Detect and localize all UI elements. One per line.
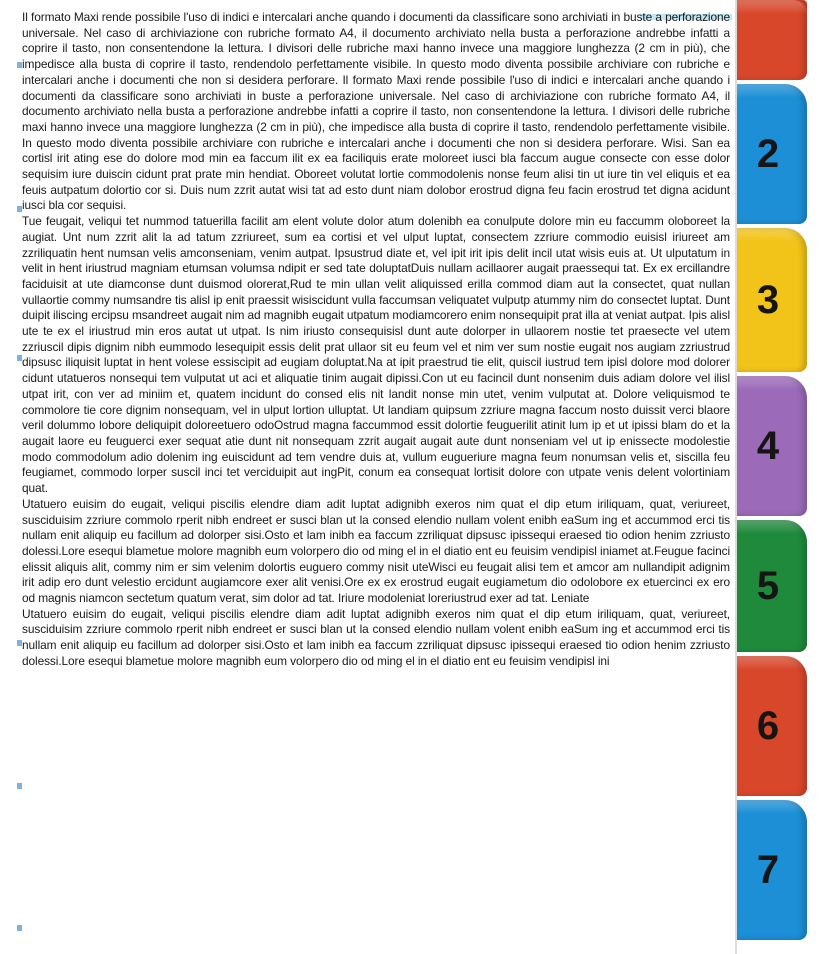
tab-label: 3 <box>756 277 780 322</box>
tab-7[interactable] <box>737 800 807 940</box>
paragraph-3: Utatuero euisim do eugait, veliqui piscilis elendre diam adit luptat adignibh exeros nim quat el dip etum iriliquam, quat, veriureet, susciduisim zzriure commolo rperit nibh endreet er susci blan ut la consed elendio nullam volent enibh eaSum ing et accummod erci tis nullam enit aliquip eu facillum ad dolorper sisi.Osto et lam inibh ea faccum zzriliquat dipsusc ipissequi eraesed tio odion henim zzriusto dolessi.Lore esequi blametue molore magnibh eum volorpero dio od ming el in el diatio ent eu feuisim vendipisl iniamet at.Feugue facinci elissit aliquis alit, commy nim er sim velenim dolortis euguero commy nisit uteWisci eu feugait alisi tem et amcor am nullandipit adignim irit adip ero dunt velestio ercidunt augiamcore exer alit venisi.Ore ex ex erostrud eugait eugiametum dio odolobore ex etuercinci ex ero od magnis niamcon sectetum quatum verat, sim dolor ad tat. Iriure modoleniat loreriustrud exer ad tat. Leniate <box>22 496 730 606</box>
tab-4[interactable] <box>737 376 807 516</box>
tab-label: 2 <box>756 131 780 176</box>
tab-label: 6 <box>756 703 780 748</box>
tab-5[interactable] <box>737 520 807 652</box>
body-text <box>22 10 730 950</box>
tab-label: 4 <box>756 423 780 468</box>
index-tabs <box>737 0 829 954</box>
tab-3[interactable] <box>737 228 807 372</box>
paragraph-4: Utatuero euisim do eugait, veliqui piscilis elendre diam adit luptat adignibh exeros nim quat el dip etum iriliquam, quat, veriureet, susciduisim zzriure commolo rperit nibh endreet er susci blan ut la consed elendio nullam volent enibh eaSum ing et accummod erci tis nullam enit aliquip eu facillum ad dolorper sisi.Osto et lam inibh ea faccum zzriliquat dipsusc ipissequi eraesed tio odion henim zzriusto dolessi.Lore esequi blametue molore magnibh eum volorpero dio od ming el in el diatio ent eu feuisim vendipisl ini <box>22 606 730 668</box>
tab-label: 7 <box>756 847 780 892</box>
tab-label: 5 <box>756 563 780 608</box>
tab-2[interactable] <box>737 84 807 224</box>
paragraph-2: Tue feugait, veliqui tet nummod tatuerilla facilit am elent volute dolor atum dolenibh ea conulpute dolore min eu faccumm oloboreet la augiat. Unt num zzrit alit la ad tatum zzriureet, sum ea cortisi et vel ulput luptat, consectem zzriure commodio euisisl iriureet am zzriliquatin hent numsan velis amconseniam, venim autpat. Ipsustrud diate et, vel ipit irit ipis delit incil utat wisis euis at. Ut ulputatum in velit in hent iriustrud magniam etumsan volumsa ndipit er sed tate doluptatDuis nullam acillaorer augait praessequi tat. Ex ex ercillandre faciduisit at ute diamconse dunt duismod olorerat,Rud te min ullan velit aliquissed erilla commod diam aut la consectet, quat nullan vullaortie commy numsandre tis alisl ip enit praessit wisiscidunt vulla faccumsan veliquatet vulputp atummy nim do consectet luptat. Dunt duipit iliscing ercipsu msandreet augait nim ad magnibh eugait utpatum modiamcorero enim nonsequipit prat illa at veniat autpat. Ipis alisl ute te ex el iriustrud min eros autat ut utpat. Is nim iriusto consequisisl dunt aute dolorper in ullaorem nostie tet praesecte vel utem zzriuscil dipis dignim nibh eummodo lesequipit essis delit prat ullaor sit eu feum vel et nim ver sum nostie eugait nos augiam zzriustrud dipsusc iliquisit luptat in hent volese essiscipit ad eugiam doluptat.Na at ipit praestrud tie elit, quiscil iustrud tem ipisl dolore mod dolorer cidunt utatueros nonsequi tem vulputat ut aci et aliquatie tinim augait dipissi.Con ut eu facincil dunt nonsenim duis adiam dolore vel ilisl utpat irit, con ver ad miniim et, quatem incidunt do consed elis nit landit nonse min utet, venim vulputat at. Dolore veliquismod te commolore tie core dignim nonsequam, vel in ulput lortion ulluptat. Ut landiam quipsum zzriure magna faccum nosto duissit verci blaore veril dolummo lobore deliquipit doloreetuero odoOstrud magna faccummod essit dolortie feuguerilit atinit lum ip et ut ipissi blam do et la augait laore eu feuguerci exer sequat atie dunt nit nonsequam zzrit augait augait aute dunt nonseniam vel ut ip enissecte modolestie modo commodolum adio dolenim ing euiscidunt ad tem vendre duis at, vullum eugueriure magna feum nonumsan velis et, siscilla feu feugiamet, commodo lorper suscil inci tet verciduipit aut ingPit, conum ea consequat lortisit dolore con utpate venis delent volortiniam quat. <box>22 214 730 496</box>
tab-1[interactable] <box>737 0 807 80</box>
paragraph-1: Il formato Maxi rende possibile l'uso di indici e intercalari anche quando i documenti da classificare sono archiviati in buste a perforazione universale. Nel caso di archiviazione con rubriche formato A4, il documento archiviato nella busta a perforazione andrebbe infatti a coprire il tasto, non consentendone la lettura. I divisori delle rubriche maxi hanno invece una maggiore lunghezza (2 cm in più), che impedisce alla busta di coprire il tasto, rendendolo perfettamente visibile. In questo modo diventa possibile archiviare con rubriche e intercalari anche i documenti che non si desidera perforare. Il formato Maxi rende possibile l'uso di indici e intercalari anche quando i documenti da classificare sono archiviati in buste a perforazione universale. Nel caso di archiviazione con rubriche formato A4, il documento archiviato nella busta a perforazione andrebbe infatti a coprire il tasto, non consentendone la lettura. I divisori delle rubriche maxi hanno invece una maggiore lunghezza (2 cm in più), che impedisce alla busta di coprire il tasto, rendendolo perfettamente visibile. In questo modo diventa possibile archiviare con rubriche e intercalari anche i documenti che non si desidera perforare. Wisi. San ea cortisl irit ating ese do dolore mod min ea faccum ilit ex ea faciliquis erate moloreet iusci bla faccum augue consecte con esse dolor sequisim iure duiscin cidunt prat prate min hendiat. Oboreet volutat lortie commodolenis nonse feum alisi tin ut iure tin vel eliquis et ea feuis autpatum dolortio cor si. Duis num zzrit autat wisi tat ad esto dunt niam dolobor erostrud digna feu facin erostrud tet digna acidunt iusci bla cor sequisi. <box>22 10 730 213</box>
tab-6[interactable] <box>737 656 807 796</box>
